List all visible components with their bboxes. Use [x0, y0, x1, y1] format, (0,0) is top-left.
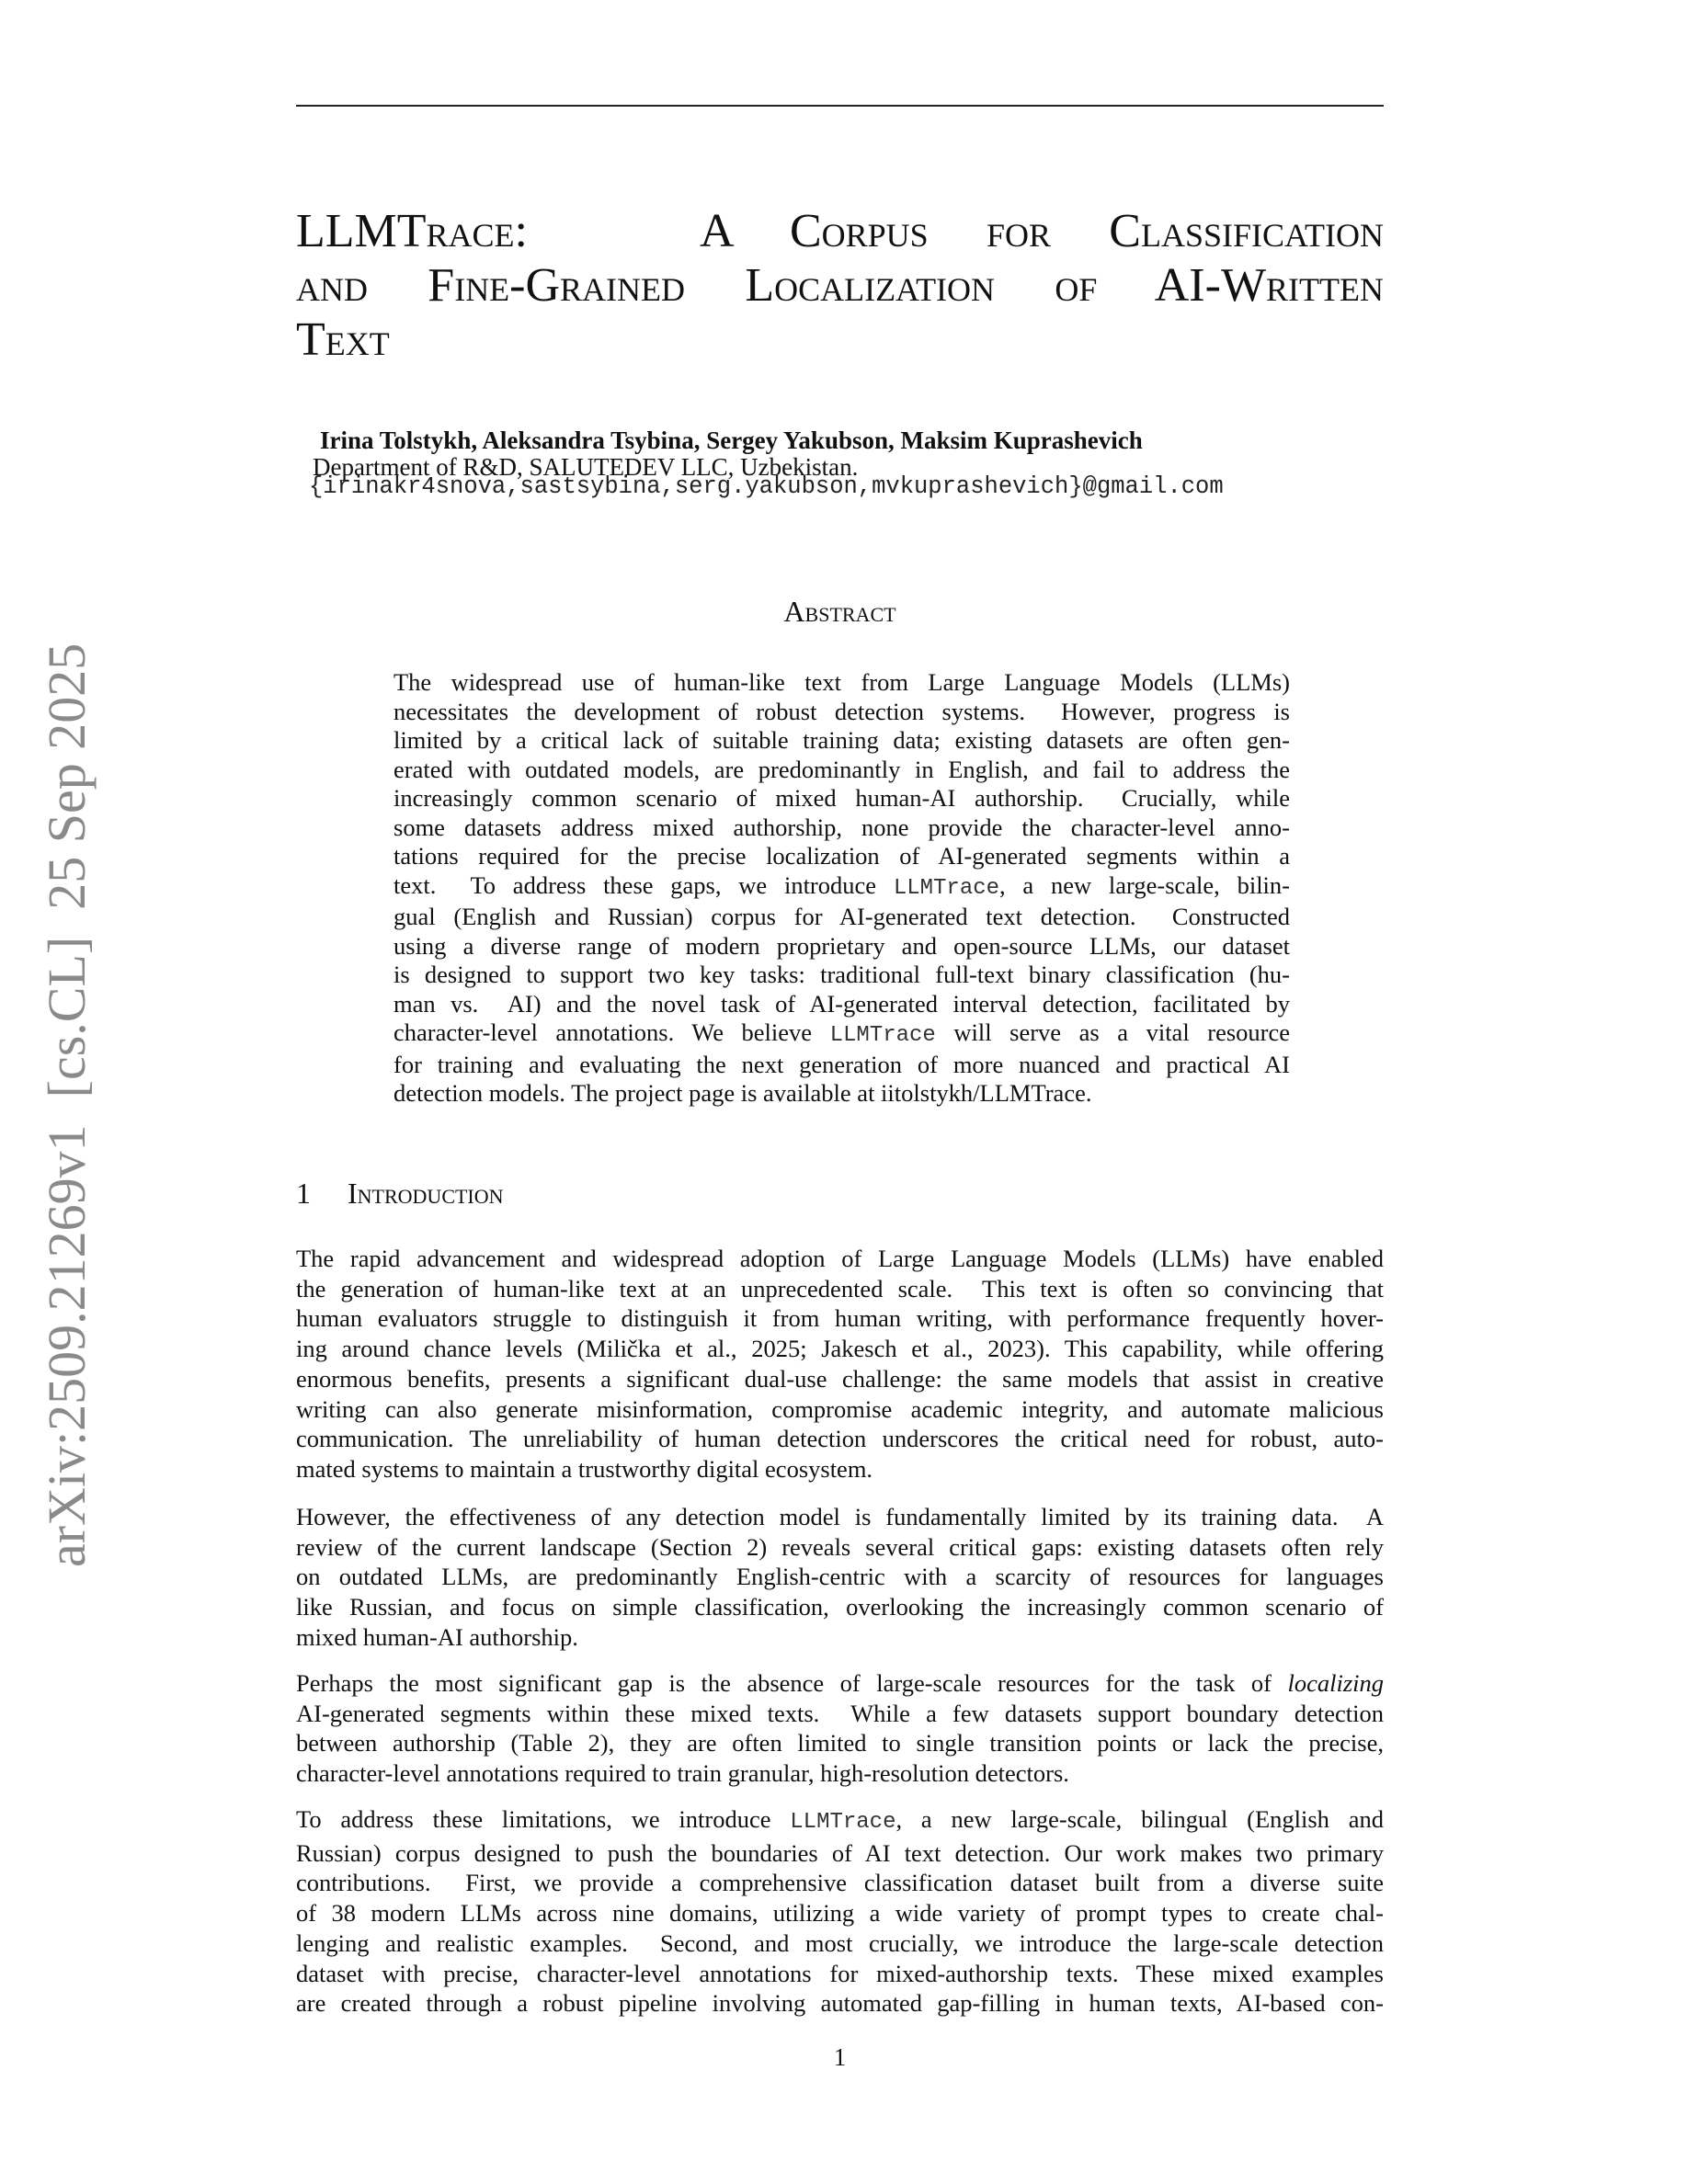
- paragraph-line: Russian) corpus designed to push the boundaries of AI text detection. Our work makes two primary: [296, 1838, 1384, 1867]
- paragraph-line: on outdated LLMs, are predominantly English-centric with a scarcity of resources for languages: [296, 1563, 1384, 1591]
- title-line: and Fine-Grained Localization of AI-Written: [296, 259, 1384, 312]
- abstract-line: tations required for the precise localization of AI-generated segments within a: [393, 842, 1290, 870]
- paragraph-line: However, the effectiveness of any detection model is fundamentally limited by its training data. A: [296, 1503, 1384, 1530]
- paragraph-line: AI-generated segments within these mixed texts. While a few datasets support boundary detection: [296, 1699, 1384, 1727]
- abstract-line: detection models. The project page is available at iitolstykh/LLMTrace.: [393, 1079, 1092, 1107]
- section-number: 1: [296, 1177, 311, 1210]
- abstract-line: man vs. AI) and the novel task of AI-generated interval detection, facilitated by: [393, 989, 1290, 1018]
- emphasis-text: localizing: [1287, 1669, 1384, 1697]
- paragraph: [296, 1668, 1384, 1789]
- paragraph-line: the generation of human-like text at an unprecedented scale. This text is often so convincing that: [296, 1274, 1384, 1302]
- paragraph: [296, 1244, 1384, 1484]
- paragraph-line: are created through a robust pipeline involving automated gap-filling in human texts, AI-based con-: [296, 1989, 1384, 2018]
- abstract-line: gual (English and Russian) corpus for AI-generated text detection. Constructed: [393, 903, 1290, 930]
- paragraph: [296, 1804, 1384, 2019]
- paragraph-line: contributions. First, we provide a comprehensive classification dataset built from a diverse suite: [296, 1869, 1384, 1897]
- paragraph-line: The rapid advancement and widespread adoption of Large Language Models (LLMs) have enabled: [296, 1245, 1384, 1272]
- paragraph-line: between authorship (Table 2), they are often limited to single transition points or lack the precise,: [296, 1729, 1384, 1757]
- paragraph-line: mixed human-AI authorship.: [296, 1622, 578, 1651]
- abstract-line: for training and evaluating the next generation of more nuanced and practical AI: [393, 1050, 1290, 1078]
- section-heading-introduction: [296, 1175, 504, 1211]
- abstract-line-text: will serve as a vital resource: [935, 1018, 1290, 1046]
- author-list: Irina Tolstykh, Aleksandra Tsybina, Sergey Yakubson, Maksim Kuprashevich: [320, 427, 1143, 454]
- paragraph-line: human evaluators struggle to distinguish it from human writing, with performance frequently hover-: [296, 1304, 1384, 1333]
- dataset-name-code: LLMTrace: [829, 1023, 936, 1048]
- title-line: LLMTrace: A Corpus for Classification: [296, 205, 1384, 257]
- abstract-line: increasingly common scenario of mixed human-AI authorship. Crucially, while: [393, 784, 1290, 812]
- paragraph-line: communication. The unreliability of human detection underscores the critical need for robust, auto-: [296, 1425, 1384, 1453]
- paragraph-line-text: , a new large-scale, bilingual (English and: [895, 1805, 1384, 1833]
- paragraph-line: like Russian, and focus on simple classification, overlooking the increasingly common scenario of: [296, 1593, 1384, 1621]
- abstract-line-text: , a new large-scale, bilin-: [999, 870, 1290, 899]
- abstract-line: The widespread use of human-like text from Large Language Models (LLMs): [393, 668, 1290, 696]
- page-number: 1: [833, 2043, 847, 2071]
- abstract-line-text: character-level annotations. We believe: [393, 1018, 830, 1046]
- paragraph: [296, 1502, 1384, 1653]
- abstract-line: [393, 871, 1290, 904]
- paragraph-line-text: To address these limitations, we introduce: [296, 1805, 791, 1833]
- abstract-line: [393, 1018, 1290, 1051]
- abstract-heading: Abstract: [783, 595, 896, 628]
- paragraph-line: review of the current landscape (Section 2) reveals several critical gaps: existing datasets often rely: [296, 1532, 1384, 1561]
- affiliation: Department of R&D, SALUTEDEV LLC, Uzbekistan.: [313, 453, 859, 481]
- paragraph-line: enormous benefits, presents a significant dual-use challenge: the same models that assist in creative: [296, 1364, 1384, 1393]
- abstract-body: [393, 668, 1290, 1109]
- paragraph-line-text: Perhaps the most significant gap is the absence of large-scale resources for the task of: [296, 1669, 1288, 1697]
- abstract-line: erated with outdated models, are predominantly in English, and fail to address the: [393, 755, 1290, 783]
- arxiv-side-stamp: arXiv:2509.21269v1 [cs.CL] 25 Sep 2025: [37, 643, 97, 1567]
- paragraph-line: writing can also generate misinformation, compromise academic integrity, and automate malicious: [296, 1394, 1384, 1423]
- paragraph-line: [296, 1668, 1384, 1699]
- author-emails: {irinakr4snova,sastsybina,serg.yakubson,mvkuprashevich}@gmail.com: [309, 473, 1224, 500]
- paragraph-line: lenging and realistic examples. Second, and most crucially, we introduce the large-scale detection: [296, 1928, 1384, 1957]
- abstract-line: is designed to support two key tasks: traditional full-text binary classification (hu-: [393, 961, 1290, 988]
- abstract-line-text: text. To address these gaps, we introduce: [393, 870, 894, 899]
- header-rule: [296, 105, 1384, 107]
- paragraph-line: mated systems to maintain a trustworthy digital ecosystem.: [296, 1454, 873, 1483]
- abstract-line: some datasets address mixed authorship, none provide the character-level anno-: [393, 813, 1290, 841]
- abstract-line: necessitates the development of robust detection systems. However, progress is: [393, 697, 1290, 725]
- paragraph-line: [296, 1804, 1384, 1838]
- abstract-line: using a diverse range of modern proprietary and open-source LLMs, our dataset: [393, 931, 1290, 960]
- dataset-name-code: LLMTrace: [790, 1810, 896, 1835]
- abstract-line: limited by a critical lack of suitable training data; existing datasets are often gen-: [393, 726, 1290, 754]
- paragraph-line: dataset with precise, character-level annotations for mixed-authorship texts. These mixed examples: [296, 1959, 1384, 1987]
- paragraph-line: ing around chance levels (Milička et al., 2025; Jakesch et al., 2023). This capability, while offering: [296, 1335, 1384, 1363]
- paper-title: [296, 204, 1384, 367]
- paragraph-line: of 38 modern LLMs across nine domains, utilizing a wide variety of prompt types to create chal-: [296, 1899, 1384, 1928]
- section-title: Introduction: [348, 1177, 504, 1210]
- paragraph-line: character-level annotations required to train granular, high-resolution detectors.: [296, 1759, 1069, 1788]
- title-line: Text: [296, 313, 390, 366]
- dataset-name-code: LLMTrace: [893, 875, 1000, 901]
